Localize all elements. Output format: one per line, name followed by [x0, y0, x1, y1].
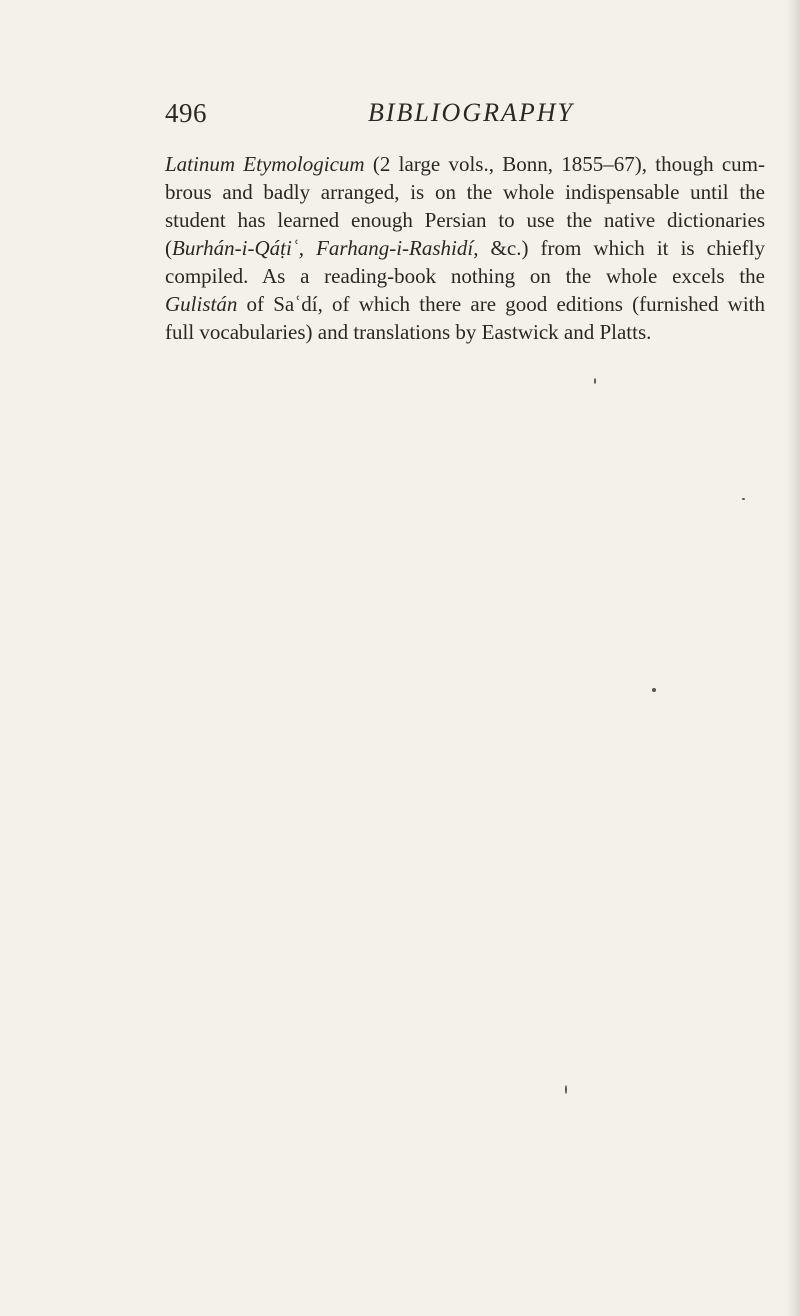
text-line-2 — [165, 178, 765, 206]
text-span: full vocabularies) and translations by Eastwick and Platts. — [165, 320, 652, 344]
text-line-5 — [165, 262, 765, 290]
speck — [742, 498, 745, 500]
text-line-7 — [165, 318, 765, 346]
speck — [652, 688, 656, 692]
text-line-1 — [165, 150, 765, 178]
text-span: compiled. As a reading-book nothing on the whole excels the — [165, 264, 765, 288]
text-span: &c.) from which it is chiefly — [478, 236, 765, 260]
body-paragraph — [165, 150, 765, 346]
text-span: (2 large vols., Bonn, 1855–67), though cum- — [364, 152, 765, 176]
text-line-3 — [165, 206, 765, 234]
text-span: brous and badly arranged, is on the whole indispensable until the — [165, 180, 765, 204]
text-span: student has learned enough Persian to use the native dictionaries — [165, 208, 765, 232]
text-span: ( — [165, 236, 172, 260]
text-span: Latinum Etymologicum — [165, 152, 365, 176]
running-title: BIBLIOGRAPHY — [368, 98, 574, 127]
text-span: Gulistán — [165, 292, 238, 316]
speck — [565, 1085, 567, 1094]
text-line-4 — [165, 234, 765, 262]
page-number: 496 — [165, 98, 207, 128]
page-edge-shadow — [786, 0, 800, 1316]
running-head — [165, 98, 635, 138]
speck — [594, 378, 596, 384]
text-span: Burhán-i-Qáṭiʿ, Farhang-i-Rashidí, — [172, 236, 479, 260]
text-line-6 — [165, 290, 765, 318]
text-span: of Saʿdí, of which there are good editions (furnished with — [237, 292, 765, 316]
